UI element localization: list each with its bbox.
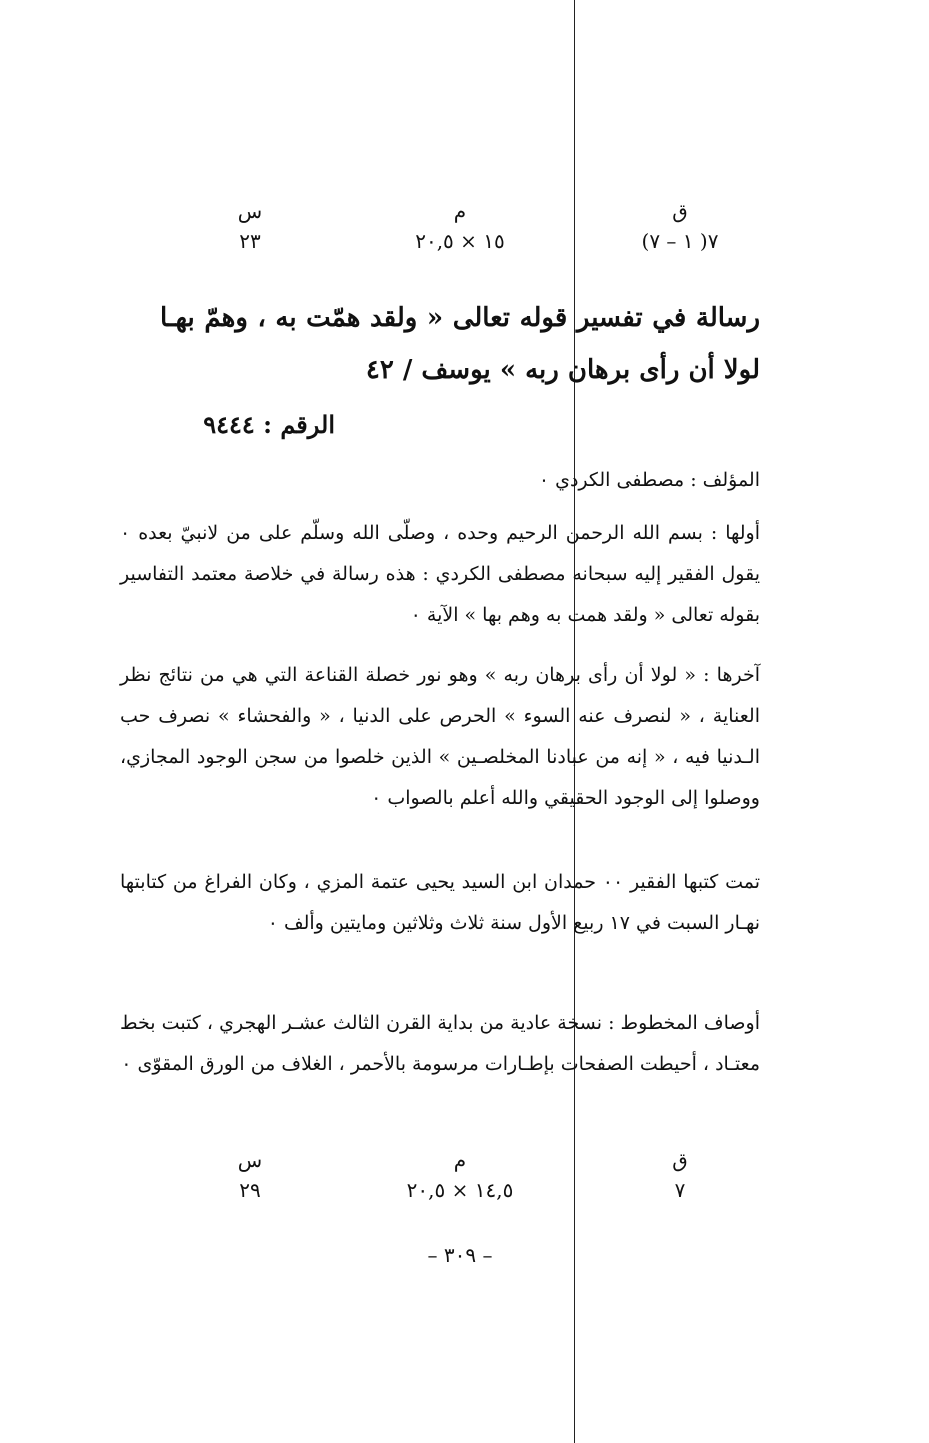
page-number: – ٣٠٩ – — [427, 1243, 493, 1267]
entry-title-line-2: لولا أن رأى برهان ربه » يوسف / ٤٢ — [365, 355, 760, 385]
footer-q-column — [600, 1145, 760, 1205]
footer-s-value: ٢٩ — [239, 1178, 261, 1202]
first-words-paragraph: أولها : بسم الله الرحمن الرحيم وحده ، وصلّى الله وسلّم على من لانبيّ بعده ٠ يقول الفقير إليه سبحانه مصطفى الكردي : هذه رسالة في خلاصة معتمد التفاسير بقوله تعالى « ولقد همت به وهم بها » الآية ٠ — [120, 522, 760, 626]
colophon-paragraph: تمت كتبها الفقير ٠٠ حمدان ابن السيد يحيى عتمة المزي ، وكان الفراغ من كتابتها نهـار السبت في ١٧ ربيع الأول سنة ثلاث وثلاثين ومايتين وألف ٠ — [120, 871, 761, 934]
footer-m-column — [380, 1145, 540, 1205]
footer-measurements — [160, 1145, 760, 1205]
entry-title — [160, 292, 760, 396]
header-q-label: ق — [672, 199, 688, 223]
footer-s-column — [170, 1145, 330, 1205]
footer-s-label: س — [237, 1148, 263, 1172]
header-s-label: س — [237, 199, 263, 223]
header-q-column — [600, 196, 760, 256]
footer-m-value: ١٤,٥ × ٢٠,٥ — [406, 1178, 514, 1202]
header-m-column — [380, 196, 540, 256]
header-s-value: ٢٣ — [239, 229, 261, 253]
header-q-value: ٧( ١ – ٧) — [641, 229, 719, 253]
manuscript-description-paragraph: أوصاف المخطوط : نسخة عادية من بداية القرن الثالث عشـر الهجري ، كتبت بخط معتـاد ، أحيطت الصفحات بإطـارات مرسومة بالأحمر ، الغلاف من الورق المقوّى ٠ — [120, 1012, 760, 1075]
footer-q-label: ق — [672, 1148, 688, 1172]
header-m-value: ١٥ × ٢٠,٥ — [415, 229, 505, 253]
footer-m-label: م — [453, 1148, 467, 1172]
last-words-paragraph: آخرها : « لولا أن رأى برهان ربه » وهو نور خصلة القناعة التي هي من نتائج نظر العناية ، « لنصرف عنه السوء » الحرص على الدنيا ، « والفحشاء » نصرف حب الـدنيا فيه ، « إنه من عبادنا المخلصـين » الذين خلصوا من سجن الوجود المجازي، ووصلوا إلى الوجود الحقيقي والله أعلم بالصواب ٠ — [120, 664, 760, 809]
footer-q-value: ٧ — [674, 1178, 686, 1202]
header-m-label: م — [453, 199, 467, 223]
entry-number: الرقم : ٩٤٤٤ — [203, 410, 335, 439]
header-s-column — [170, 196, 330, 256]
header-measurements — [160, 196, 760, 256]
entry-title-line-1: رسالة في تفسير قوله تعالى « ولقد همّت به ، وهمّ بهـا — [160, 303, 760, 333]
catalog-page — [120, 0, 761, 1443]
author-line: المؤلف : مصطفى الكردي ٠ — [538, 469, 760, 491]
